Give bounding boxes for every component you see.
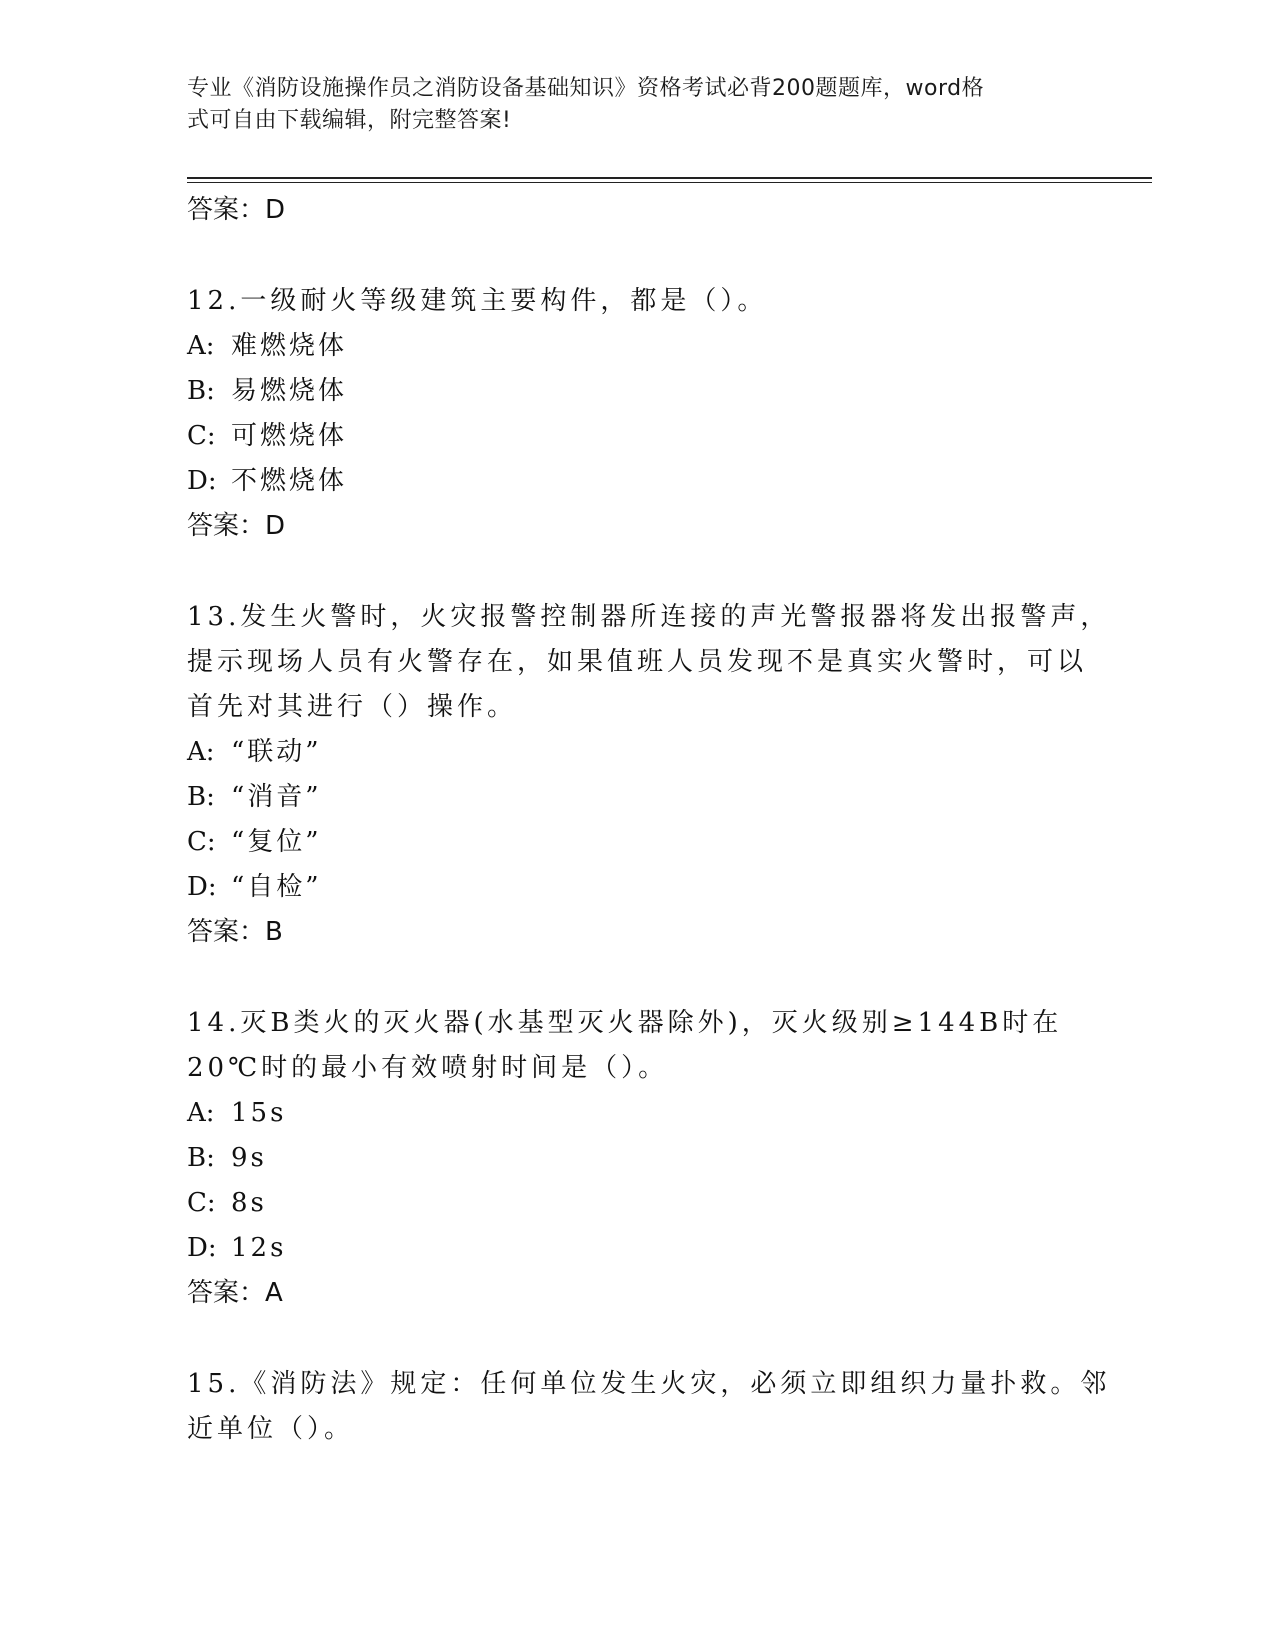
answer-line: 答案：B	[187, 917, 283, 947]
question-text: 13.发生火警时，火灾报警控制器所连接的声光警报器将发出报警声，	[187, 602, 1111, 632]
option-a	[187, 1091, 1087, 1136]
option-text: 难燃烧体	[231, 331, 348, 361]
option-letter: C:	[187, 1188, 216, 1218]
option-letter: B:	[187, 1143, 215, 1173]
document-header	[187, 73, 1067, 137]
option-b	[187, 775, 1087, 820]
question-15	[187, 1362, 1111, 1452]
option-letter: B:	[187, 376, 215, 406]
option-d	[187, 459, 1087, 504]
question-12	[187, 279, 1087, 549]
header-divider	[187, 182, 1152, 183]
option-text: “自检”	[231, 872, 322, 902]
question-text: 12.一级耐火等级建筑主要构件，都是（）。	[187, 286, 768, 316]
question-text: 14.灭B类火的灭火器(水基型灭火器除外)，灭火级别≥144B时在	[187, 1008, 1063, 1038]
answer-line: 答案：A	[187, 1278, 283, 1308]
option-letter: A:	[187, 1098, 215, 1128]
option-c	[187, 414, 1087, 459]
question-text: 20℃时的最小有效喷射时间是（）。	[187, 1053, 669, 1083]
option-c	[187, 1181, 1087, 1226]
option-b	[187, 369, 1087, 414]
option-letter: D:	[187, 872, 217, 902]
answer-line: 答案：D	[187, 195, 286, 225]
option-text: 8s	[231, 1188, 267, 1218]
option-text: 不燃烧体	[231, 466, 348, 496]
option-text: “复位”	[231, 827, 322, 857]
option-d	[187, 865, 1087, 910]
option-letter: D:	[187, 1233, 217, 1263]
header-line: 式可自由下载编辑，附完整答案!	[187, 108, 512, 133]
option-letter: C:	[187, 421, 216, 451]
option-letter: C:	[187, 827, 216, 857]
option-text: 12s	[231, 1233, 287, 1263]
question-text: 15.《消防法》规定：任何单位发生火灾，必须立即组织力量扑救。邻	[187, 1369, 1111, 1399]
option-letter: A:	[187, 737, 215, 767]
question-text: 首先对其进行（）操作。	[187, 692, 518, 722]
question-list	[187, 188, 1111, 1452]
question-14	[187, 1001, 1087, 1316]
question-text: 近单位（）。	[187, 1414, 355, 1444]
option-letter: A:	[187, 331, 215, 361]
option-a	[187, 730, 1087, 775]
option-c	[187, 820, 1087, 865]
header-divider	[187, 177, 1152, 179]
option-d	[187, 1226, 1087, 1271]
question-text: 提示现场人员有火警存在，如果值班人员发现不是真实火警时，可以	[187, 647, 1088, 677]
option-letter: B:	[187, 782, 215, 812]
option-text: “联动”	[231, 737, 322, 767]
option-text: 易燃烧体	[231, 376, 348, 406]
option-text: 可燃烧体	[231, 421, 348, 451]
option-b	[187, 1136, 1087, 1181]
question-13	[187, 595, 1111, 955]
option-a	[187, 324, 1087, 369]
option-text: 15s	[231, 1098, 287, 1128]
option-text: 9s	[231, 1143, 267, 1173]
option-text: “消音”	[231, 782, 322, 812]
answer-line: 答案：D	[187, 511, 286, 541]
option-letter: D:	[187, 466, 217, 496]
header-line: 专业《消防设施操作员之消防设备基础知识》资格考试必背200题题库，word格	[187, 76, 985, 101]
